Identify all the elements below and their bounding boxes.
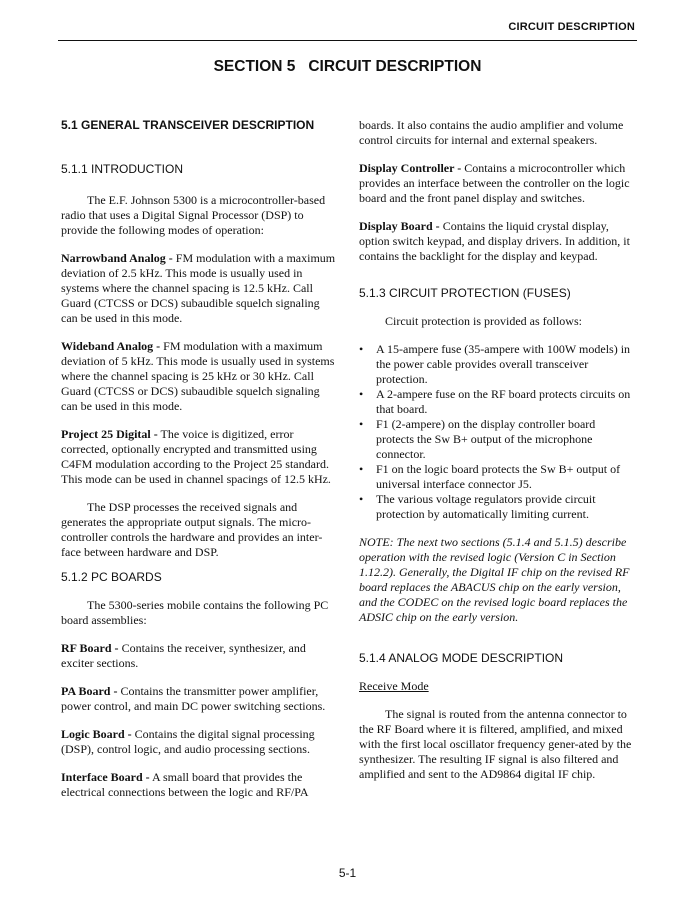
wideband-paragraph	[61, 339, 337, 414]
list-item: • F1 (2-ampere) on the display controller board protects the Sw B+ output of the microphone connector.	[359, 417, 596, 461]
protection-intro-paragraph: Circuit protection is provided as follows:	[385, 314, 582, 328]
display-board-text: Contains the liquid crystal display, option switch keypad, and display drivers. In addition, it contains the backlight for the display and keypad.	[359, 219, 630, 263]
interface-board-term: Interface Board -	[61, 770, 150, 784]
logic-board-term: Logic Board -	[61, 727, 132, 741]
wideband-text: FM modulation with a maximum deviation of 5 kHz. This mode is usually used in systems where the channel spacing is 25 kHz or 30 kHz. Call Guard (CTCSS or DCS) subaudible squelch signaling can be used in this mode.	[61, 339, 335, 413]
receive-mode-paragraph: The signal is routed from the antenna connector to the RF Board where it is filtered, amplified, and mixed with the first local oscillator frequency gener-ated by the synthesizer. The resulting IF signal is also filtered and amplified and sent to the AD9864 digital IF chip.	[359, 707, 632, 781]
section-title: SECTION 5 CIRCUIT DESCRIPTION	[213, 58, 482, 75]
list-item: • F1 on the logic board protects the Sw B+ output of universal interface connector J5.	[359, 462, 621, 491]
running-head: CIRCUIT DESCRIPTION	[508, 21, 635, 33]
heading-5-1: 5.1 GENERAL TRANSCEIVER DESCRIPTION	[61, 118, 315, 132]
protection-list	[359, 342, 635, 522]
narrowband-term: Narrowband Analog -	[61, 251, 173, 265]
list-item: • The various voltage regulators provide circuit protection by automatically limiting current.	[359, 492, 596, 521]
page-number: 5-1	[338, 866, 357, 880]
left-column	[61, 118, 337, 800]
rf-board-paragraph	[61, 641, 337, 671]
logic-board-text: Contains the digital signal processing (DSP), control logic, and audio processing sections.	[61, 727, 315, 756]
revision-note: NOTE: The next two sections (5.1.4 and 5.1.5) describe operation with the revised logic (Version C in Section 1.12.2). Generally, the Digital IF chip on the revised RF board replaces the ABACUS chip on the early version, and the CODEC on the revised logic board replaces the ADSIC chip on the early version.	[359, 535, 630, 624]
display-board-term: Display Board -	[359, 219, 440, 233]
heading-5-1-4: 5.1.4 ANALOG MODE DESCRIPTION	[359, 651, 564, 665]
rf-board-term: RF Board -	[61, 641, 119, 655]
intro-paragraph: The E.F. Johnson 5300 is a microcontroller-based radio that uses a Digital Signal Processor (DSP) to provide the following modes of operation:	[61, 193, 326, 237]
display-controller-paragraph	[359, 161, 635, 206]
pa-board-paragraph	[61, 684, 337, 714]
heading-5-1-3: 5.1.3 CIRCUIT PROTECTION (FUSES)	[359, 286, 571, 300]
logic-board-paragraph	[61, 727, 337, 757]
bullet-icon: •	[359, 462, 364, 476]
p25-text: The voice is digitized, error corrected, optionally encrypted and transmitted using C4FM modulation according to the Project 25 standard. This mode can be used in channel spacings of 12.5 kHz.	[61, 427, 331, 486]
bullet-icon: •	[359, 387, 364, 401]
boards-continued-paragraph: boards. It also contains the audio amplifier and volume control circuits for internal and external speakers.	[359, 118, 624, 147]
pa-board-term: PA Board -	[61, 684, 118, 698]
wideband-term: Wideband Analog -	[61, 339, 161, 353]
header-rule	[58, 40, 637, 41]
right-column	[359, 118, 635, 782]
rf-board-text: Contains the receiver, synthesizer, and exciter sections.	[61, 641, 306, 670]
heading-5-1-2: 5.1.2 PC BOARDS	[61, 570, 162, 584]
narrowband-text: FM modulation with a maximum deviation of 2.5 kHz. This mode is usually used in systems where the channel spacing is 12.5 kHz. Call Guard (CTCSS or DCS) subaudible squelch signaling can be used in this mode.	[61, 251, 336, 325]
display-controller-text: Contains a microcontroller which provides an interface between the controller on the logic board and the front panel display and switches.	[359, 161, 630, 205]
narrowband-paragraph	[61, 251, 337, 326]
dsp-paragraph: The DSP processes the received signals and generates the appropriate output signals. The micro-controller controls the hardware and provides an inter-face between hardware and DSP.	[61, 500, 323, 559]
bullet-icon: •	[359, 417, 364, 431]
p25-term: Project 25 Digital -	[61, 427, 158, 441]
display-board-paragraph	[359, 219, 635, 264]
bullet-icon: •	[359, 342, 364, 356]
bullet-icon: •	[359, 492, 364, 506]
list-item: • A 2-ampere fuse on the RF board protects circuits on that board.	[359, 387, 631, 416]
interface-board-paragraph	[61, 770, 337, 800]
receive-mode-subheading: Receive Mode	[359, 679, 429, 693]
list-item: • A 15-ampere fuse (35-ampere with 100W models) in the power cable provides overall transceiver protection.	[359, 342, 631, 386]
display-controller-term: Display Controller -	[359, 161, 462, 175]
boards-intro-paragraph: The 5300-series mobile contains the following PC board assemblies:	[61, 598, 329, 627]
pa-board-text: Contains the transmitter power amplifier, power control, and main DC power switching sections.	[61, 684, 326, 713]
p25-paragraph	[61, 427, 337, 487]
interface-board-text: A small board that provides the electrical connections between the logic and RF/PA	[61, 770, 309, 799]
heading-5-1-1: 5.1.1 INTRODUCTION	[61, 162, 184, 176]
